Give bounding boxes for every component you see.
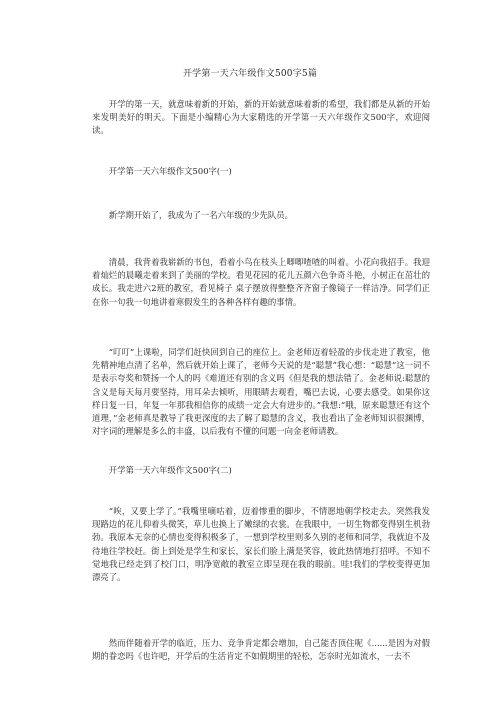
section-1-paragraph-1: 新学期开始了，我成为了一名六年级的少先队员。 <box>108 210 294 220</box>
section-2-paragraph-2: 然而伴随着开学的临近，压力、竞争肯定都会增加，自己能否顶住呢《......是因为对假期的眷恋吗《也许吧，开学后的生活肯定不如假期里的轻松，怎奈时光如流水，一去不 <box>92 638 430 662</box>
section-1-heading: 开学第一天六年级作文500字(一) <box>108 166 232 176</box>
document-title: 开学第一天六年级作文500字5篇 <box>182 69 318 79</box>
section-2-paragraph-1: “唉，又要上学了。”我嘴里嘀咕着，迈着惨重的脚步，不情愿地朝学校走去。突然我发现路边的花儿仰着头微笑，草儿也换上了嫩绿的衣裳。在我眼中，一切生物都变得别生机勃勃。我原本无奈的心情也变得积极多了，一想到学校里则多久别的老师和同学，我就迫不及待地往学校赶。街上到处是学生和家长，家长们脸上满是笑容，彼此热情地打招呼。不知不觉地我已经走到了校门口，明净宽敞的教室立即呈现在我的眼前。哇!我们的学校变得更加漂亮了。 <box>92 506 430 583</box>
section-1-paragraph-2: 清晨，我背着我崭新的书包，看着小鸟在枝头上唧唧喳喳的叫着。小花向我招手。我迎着灿烂的晨曦走着来到了美丽的学校。看见花园的花儿五颜六色争奇斗艳，小树正在茁壮的成长。我走进六2班的教室，看见椅子 桌子摆放得整整齐齐窗子像镜子一样洁净。同学们正在你一句我一句地讲着寒假发生的各种各样有趣的事情。 <box>92 257 430 307</box>
intro-paragraph: 开学的第一天，就意味着新的开始，新的开始就意味着新的希望，我们都是从新的开始来发明美好的明天。下面是小编精心为大家精选的开学第一天六年级作文500字，欢迎阅读。 <box>92 99 430 136</box>
section-1-paragraph-3: “叮叮”上课啦，同学们赶快回到自己的座位上。金老师迈着轻盈的步伐走进了教室，他先精神地点清了名单，然后就开始上课了，老师今天说的是“聪慧”我心想：“聪慧”这一词不是表示夸奖和赞扬一个人的吗《难道还有别的含义吗《但是我的想法错了。金老师说:聪慧的含义是每天每月要坚持，用耳朵去倾听，用眼睛去观看，嘴巴去说，心要去感受。如果你这样日复一日，年复一年那我相信你的成绩一定会大有进步的。”我想:“哦，原来聪慧还有这个道理，”金老师真是教导了我更深度的去了解了聪慧的含义，我也看出了金老师知识很渊博，对字词的理解是多么的丰盛，以后我有不懂的问题一向金老师请教。 <box>92 347 430 437</box>
section-2-heading: 开学第一天六年级作文500字(二) <box>108 465 232 475</box>
